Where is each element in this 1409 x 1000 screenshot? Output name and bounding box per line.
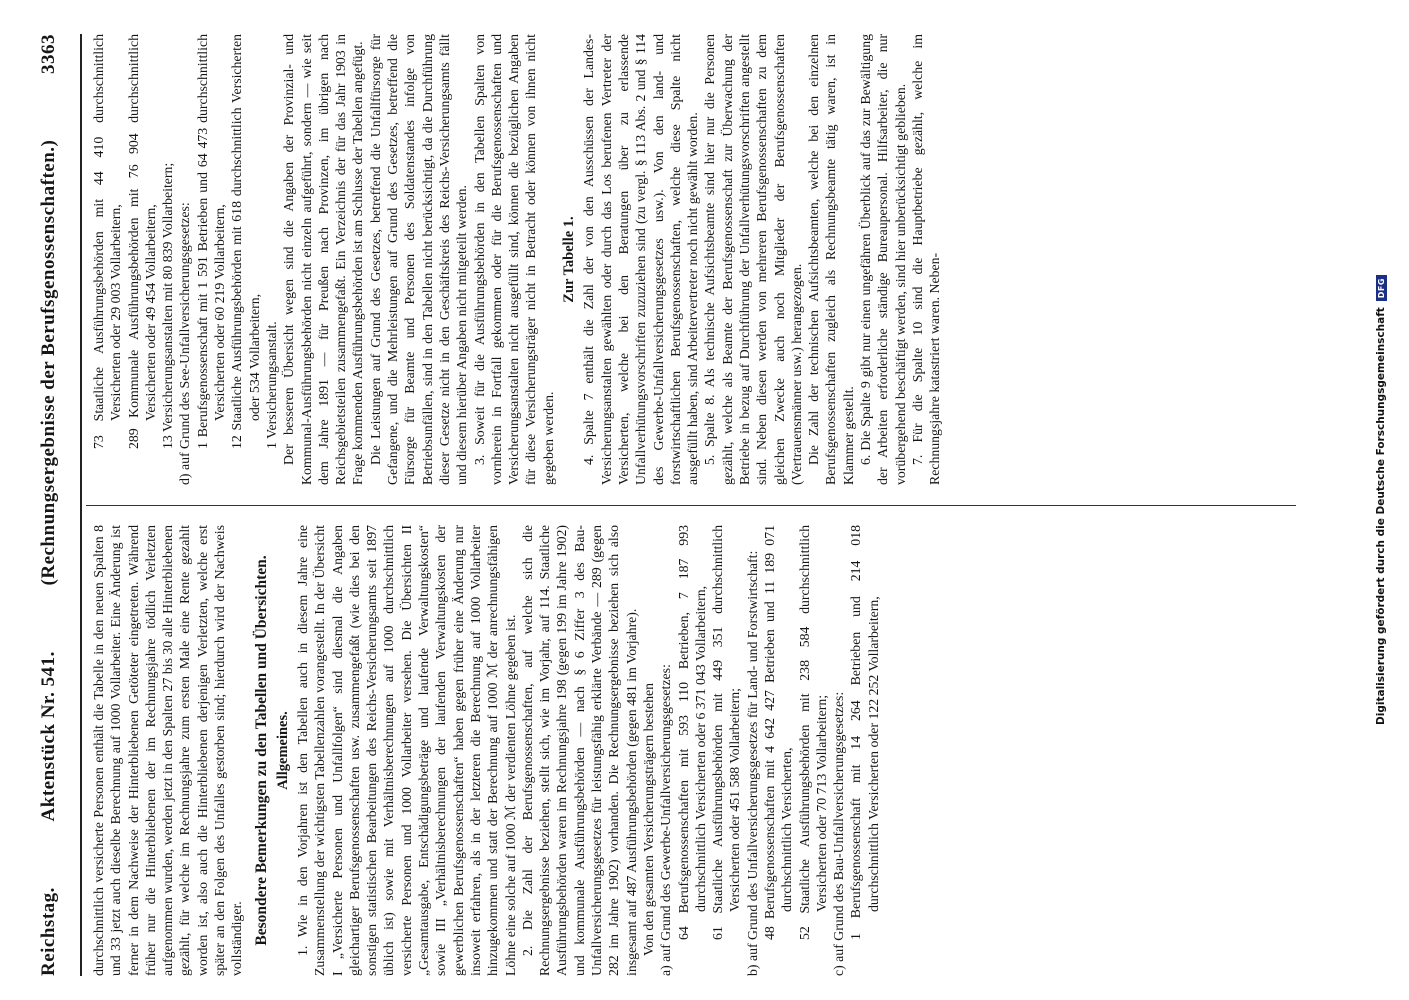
paragraph: 3. Soweit für die Ausführungsbehörden in den Tabellen Spalten von vornherein in Fortfall gekommen oder für die Berufsgenossenschaften und Versicherungsanstalten nicht ausgefüllt sind, können die bezüglichen Angaben für diese Versicherungsträger nicht in Betracht oder können von ihnen nicht gegeben werden. <box>471 34 556 485</box>
paragraph: Die Leistungen auf Grund des Gesetzes, betreffend die Unfallfürsorge für Gefangene, und die Mehrleistungen auf Grund des Gesetzes, betreffend die Fürsorge für Beamte und Personen des Soldatenstandes infolge von Betriebsunfällen, sind in den Tabellen nicht berücksichtigt, da die Durchführung dieser Gesetze nicht in den Geschäftskreis des Reichs-Versicherungsamts fällt und diesem hierüber Angaben nicht mitgeteilt werden. <box>367 34 470 485</box>
dfg-logo: DFG <box>1376 275 1387 301</box>
section-subheading: Allgemeines. <box>274 711 291 790</box>
list-subitem: 13 Versicherungsanstalten mit 80 839 Vollarbeitern; <box>160 162 176 449</box>
list-subitem: 52 Staatliche Ausführungsbehörden mit 238 584 durchschnittlich Versicherten oder 70 713 Vollarbeitern; <box>796 525 829 940</box>
header-left: Reichstag. <box>38 887 59 976</box>
paragraph: durchschnittlich versicherte Personen enthält die Tabelle in den neuen Spalten 8 und 33 jetzt auch dieselbe Berechnung auf 1000 Vollarbeiter. Eine Änderung ist ferner in dem Nachweise der Hinterbliebenen Getöteter eingetreten. Während früher nur die Hinterbliebenen der im Rechnungsjahre tödlich Verletzten aufgenommen wurden, werden jetzt in den Spalten 27 bis 30 alle Hinterbliebenen gezählt, für welche im Rechnungsjahre zum ersten Male eine Rente gezahlt worden ist, also auch die Hinterbliebenen derjenigen Verletzten, welche erst später an den Folgen des Unfalles gestorben sind; hierdurch wird der Nachweis vollständiger. <box>91 525 245 976</box>
column-divider <box>86 505 1296 506</box>
list-item: b) auf Grund des Unfallversicherungsgesetzes für Land- und Forstwirtschaft: <box>744 550 760 976</box>
list-subitem: 48 Berufsgenossenschaften mit 4 642 427 Betrieben und 11 189 071 durchschnittlich Versicherten, <box>761 525 795 940</box>
paragraph: 2. Die Zahl der Berufsgenossenschaften, auf welche sich die Rechnungsergebnisse beziehen, stellt sich, wie im Vorjahr, auf 114. Staatliche Ausführungsbehörden waren im Rechnungsjahre 198 (gegen 199 im Jahre 1902) und kommunale Ausführungsbehörden — nach § 6 Ziffer 3 des Bau-Unfallversicherungsgesetzes für leistungsfähig erklärte Verbände — 289 (gegen 282 im Jahre 1902) vorhanden. Die Rechnungsergebnisse beziehen sich also insgesamt auf 487 Ausführungsbehörden (gegen 481 im Vorjahre). <box>519 525 639 976</box>
right-column <box>90 34 944 485</box>
list-subitem: 1 Berufsgenossenschaft mit 1 591 Betrieben und 64 473 durchschnittlich Versicherten oder 60 219 Vollarbeitern, <box>194 34 228 449</box>
paragraph: 5. Spalte 8. Als technische Aufsichtsbeamte sind hier nur die Personen gezählt, welche als Beamte der Berufsgenossenschaft zur Überwachung der Betriebe in bezug auf Durchführung der Unfallverhütungsvorschriften angestellt sind. Neben diesen werden von mehreren Berufsgenossenschaften zu dem gleichen Zwecke auch noch Mitglieder der Berufsgenossenschaften (Vertrauensmänner usw.) herangezogen. <box>702 34 804 485</box>
document-page <box>30 34 1360 976</box>
paragraph: 4. Spalte 7 enthält die Zahl der von den Ausschüssen der Landes-Versicherungsanstalten gewählten oder durch das Los berufenen Vertreter der Versicherten, welche bei den Beratungen über zu erlassende Unfallverhütungsvorschriften zuzuziehen sind (zu vergl. § 113 Abs. 2 und § 114 des Gewerbe-Unfallversicherungsgesetzes usw.). Von den land- und forstwirtschaftlichen Berufsgenossenschaften, welche diese Spalte nicht ausgefüllt haben, sind Arbeitervertreter noch nicht gewählt worden. <box>581 34 701 485</box>
paragraph: 1. Wie in den Vorjahren ist den Tabellen auch in diesem Jahre eine Zusammenstellung der wichtigsten Tabellenzahlen vorangestellt. In der Übersicht I „Versicherte Personen und Unfallfolgen“ sind diesmal die Angaben gleichartiger Berufsgenossenschaften usw. zusammengefaßt (wie dies bei den sonstigen statistischen Bearbeitungen des Reichs-Versicherungsamts seit 1897 üblich ist) sowie mit Verhältnisberechnungen auf 1000 durchschnittlich versicherte Personen und 1000 Vollarbeiter versehen. Die Übersichten II „Gesamtausgabe, Entschädigungsbeträge und laufende Verwaltungskosten“ sowie III „Verhältnisberechnungen der laufenden Verwaltungskosten der gewerblichen Berufsgenossenschaften“ haben gegen früher eine Änderung nur insoweit erfahren, als in der letzteren die Berechnung auf 1000 Vollarbeiter hinzugekommen und statt der Berechnung auf 1000 ℳ der anrechnungsfähigen Löhne eine solche auf 1000 ℳ der verdienten Löhne gegeben ist. <box>294 525 518 976</box>
page-header <box>38 34 78 976</box>
list-item: c) auf Grund des Bau-Unfallversicherungsgesetzes: <box>831 691 847 976</box>
left-column <box>90 525 882 976</box>
header-subtitle: (Rechnungsergebnisse der Berufsgenossenschaften.) <box>38 139 59 586</box>
list-subitem: 61 Staatliche Ausführungsbehörden mit 449 351 durchschnittlich Versicherten oder 451 588 Vollarbeitern; <box>710 525 743 940</box>
page-number: 3363 <box>38 34 59 74</box>
digitization-text: Digitalisierung gefördert durch die Deutsche Forschungsgemeinschaft <box>1375 307 1387 725</box>
list-subitem: 12 Staatliche Ausführungsbehörden mit 618 durchschnittlich Versicherten oder 534 Vollarbeitern, <box>229 34 262 449</box>
paragraph: Der besseren Übersicht wegen sind die Angaben der Provinzial- und Kommunal-Ausführungsbehörden nicht einzeln aufgeführt, sondern — wie seit dem Jahre 1891 — für Preußen nach Provinzen, im übrigen nach Reichsgebietsteilen zusammengefaßt. Ein Verzeichnis der für das Jahr 1903 in Frage kommenden Ausführungsbehörden ist am Schlusse der Tabellen angefügt. <box>281 34 366 485</box>
digitization-notice <box>1368 0 1394 1000</box>
list-subitem: 289 Kommunale Ausführungsbehörden mit 76 904 durchschnittlich Versicherten oder 49 454 Vollarbeitern, <box>125 34 158 449</box>
section-heading: Besondere Bemerkungen zu den Tabellen und Übersichten. <box>252 555 270 946</box>
list-subitem: 1 Versicherungsanstalt. <box>263 321 279 449</box>
list-subitem: 64 Berufsgenossenschaften mit 593 110 Betrieben, 7 187 993 durchschnittlich Versicherten oder 6 371 043 Vollarbeitern, <box>675 525 708 940</box>
header-title: Aktenstück Nr. 541. <box>38 651 59 822</box>
header-rule <box>80 34 82 976</box>
section-heading: Zur Tabelle 1. <box>561 216 578 303</box>
paragraph: Die Zahl der technischen Aufsichtsbeamten, welche bei den einzelnen Berufsgenossenschaften zugleich als Rechnungsbeamte tätig waren, ist in Klammer gestellt. <box>806 34 856 485</box>
list-subitem: 73 Staatliche Ausführungsbehörden mit 44 410 durchschnittlich Versicherten oder 29 003 Vollarbeitern, <box>91 34 124 449</box>
paragraph: 6. Die Spalte 9 gibt nur einen ungefähren Überblick auf das zur Bewältigung der Arbeiten erforderliche ständige Bureaupersonal. Hilfsarbeiter, die nur vorübergehend beschäftigt werden, sind hier unberücksichtigt geblieben. <box>858 34 908 485</box>
list-subitem: 1 Berufsgenossenschaft mit 14 264 Betrieben und 214 018 durchschnittlich Versicherten oder 122 252 Vollarbeitern, <box>848 525 881 940</box>
paragraph: 7. Für die Spalte 10 sind die Hauptbetriebe gezählt, welche im Rechnungsjahre katastriert waren. Neben- <box>909 34 943 485</box>
paragraph: Von den gesamten Versicherungsträgern bestehen <box>640 682 656 956</box>
list-item: d) auf Grund des See-Unfallversicherungsgesetzes: <box>177 202 193 485</box>
list-item: a) auf Grund des Gewerbe-Unfallversicherungsgesetzes: <box>658 664 674 976</box>
